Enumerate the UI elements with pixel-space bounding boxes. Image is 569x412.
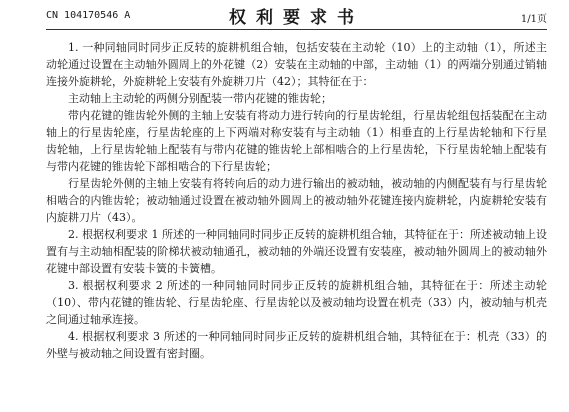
page-header	[46, 0, 547, 28]
claim-paragraph: 主动轴上主动轮的两侧分别配装一带内花键的锥齿轮；	[68, 92, 332, 105]
claim-paragraph: 2. 根据权利要求 1 所述的一种同轴同时同步正反转的旋耕机组合轴，其特征在于：所述被动轴上设置有与主动轴相配装的阶梯状被动轴通孔，被动轴的外端还设置有安装座，被动轴外圆周上的被动轴外花键中部设置有安装卡簧的卡簧槽。	[46, 228, 547, 275]
page-number: 1/1页	[520, 14, 547, 25]
claim-paragraph: 行星齿轮外侧的主轴上安装有将转向后的动力进行输出的被动轴，被动轴的内侧配装有与行星齿轮相啮合的内锥齿轮；被动轴通过设置在被动轴外圆周上的被动轴外花键连接内旋耕轮，内旋耕轮安装有内旋耕刀片（43）。	[46, 177, 547, 224]
claims-body	[46, 39, 547, 362]
header-divider	[46, 29, 547, 30]
patent-number: CN 104170546 A	[46, 10, 131, 21]
claim-paragraph: 3. 根据权利要求 2 所述的一种同轴同时同步正反转的旋耕机组合轴，其特征在于：所述主动轮（10）、带内花键的锥齿轮、行星齿轮座、行星齿轮以及被动轴均设置在机壳（33）内，被动轴与机壳之间通过轴承连接。	[46, 279, 547, 326]
claim-paragraph: 带内花键的锥齿轮外侧的主轴上安装有将动力进行转向的行星齿轮组，行星齿轮组包括装配在主动轴上的行星齿轮座，行星齿轮座的上下两端对称安装有与主动轴（1）相垂直的上行星齿轮轴和下行星齿轮轴，上行星齿轮轴上配装有与带内花键的锥齿轮上部相啮合的上行星齿轮，下行星齿轮轴上配装有与带内花键的锥齿轮下部相啮合的下行星齿轮；	[46, 109, 547, 173]
page-title: 权利要求书	[229, 8, 364, 28]
claim-paragraph: 1. 一种同轴同时同步正反转的旋耕机组合轴，包括安装在主动轮（10）上的主动轴（1），所述主动轮通过设置在主动轴外圆周上的外花键（2）安装在主动轴的中部，主动轴（1）的两端分别通过销轴连接外旋耕轮，外旋耕轮上安装有外旋耕刀片（42）；其特征在于：	[46, 41, 547, 88]
claim-paragraph: 4. 根据权利要求 3 所述的一种同轴同时同步正反转的旋耕机组合轴，其特征在于：机壳（33）的外壁与被动轴之间设置有密封圈。	[46, 330, 547, 360]
